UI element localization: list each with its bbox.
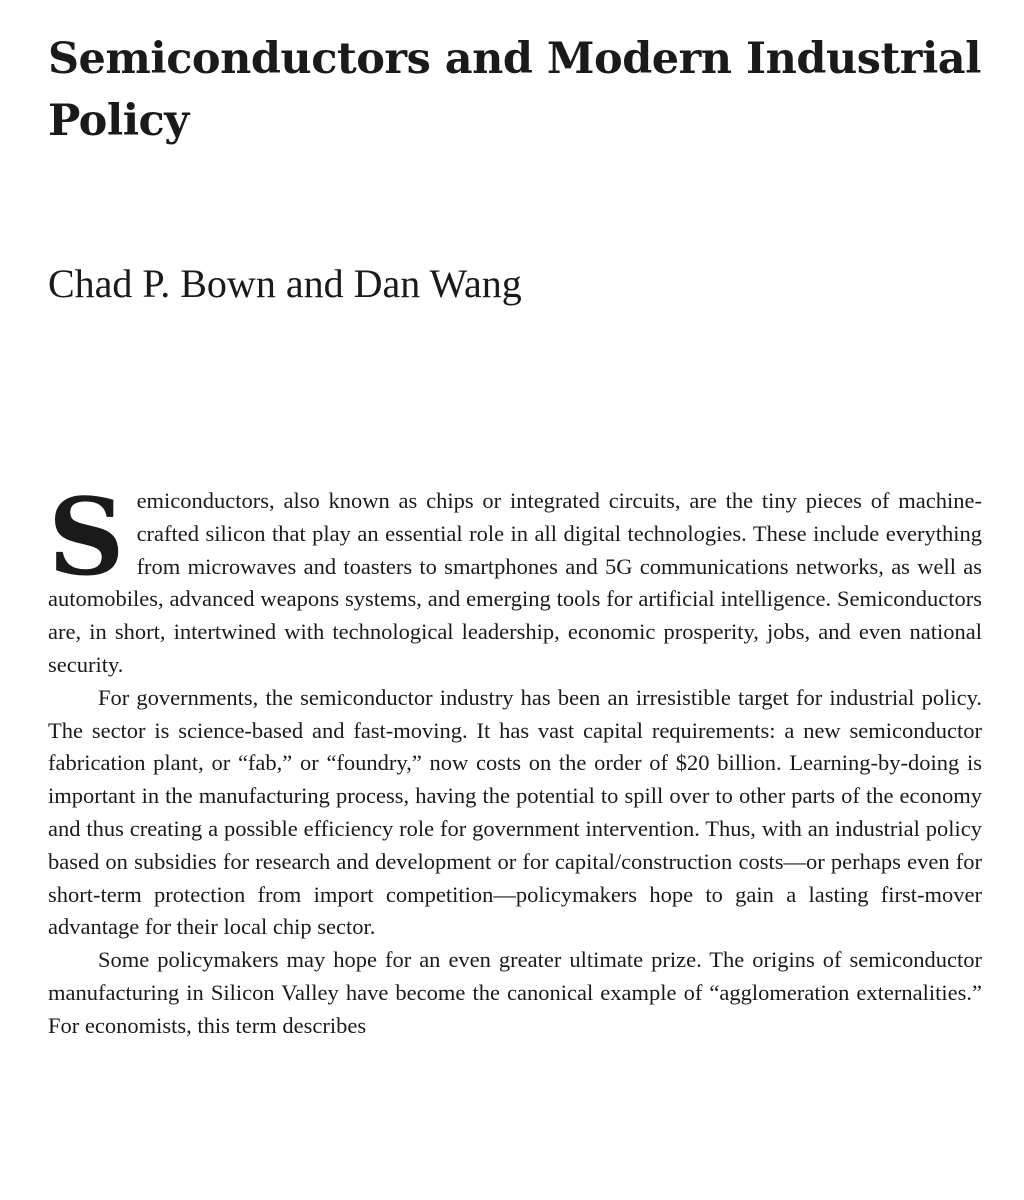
article-title: Semiconductors and Modern Industrial Policy [48, 34, 981, 146]
paragraph-1 [48, 474, 982, 682]
paragraph-1-text: emiconductors, also known as chips or integrated circuits, are the tiny pieces of machine-crafted silicon that play an essential role in all digital technologies. These include everything from microwaves and toasters to smartphones and 5G communications networks, as well as automobiles, advanced weapons systems, and emerging tools for artificial intelligence. Semiconductors are, in short, intertwined with technological leadership, economic prosperity, jobs, and even national security. [48, 488, 982, 677]
article-authors: Chad P. Bown and Dan Wang [48, 261, 522, 306]
drop-cap: S [48, 474, 125, 599]
article-body [48, 474, 982, 1043]
paragraph-3: Some policymakers may hope for an even greater ultimate prize. The origins of semiconductor manufacturing in Silicon Valley have become the canonical example of “agglomeration externalities.” For economists, this term describes [48, 947, 982, 1038]
paragraph-2: For governments, the semiconductor industry has been an irresistible target for industrial policy. The sector is science-based and fast-moving. It has vast capital requirements: a new semiconductor fabrication plant, or “fab,” or “foundry,” now costs on the order of $20 billion. Learning-by-doing is important in the manufacturing process, having the potential to spill over to other parts of the economy and thus creating a possible efficiency role for government intervention. Thus, with an industrial policy based on subsidies for research and development or for capital/construction costs—or perhaps even for short-term protection from import competition—policymakers hope to gain a lasting first-mover advantage for their local chip sector. [48, 684, 982, 940]
